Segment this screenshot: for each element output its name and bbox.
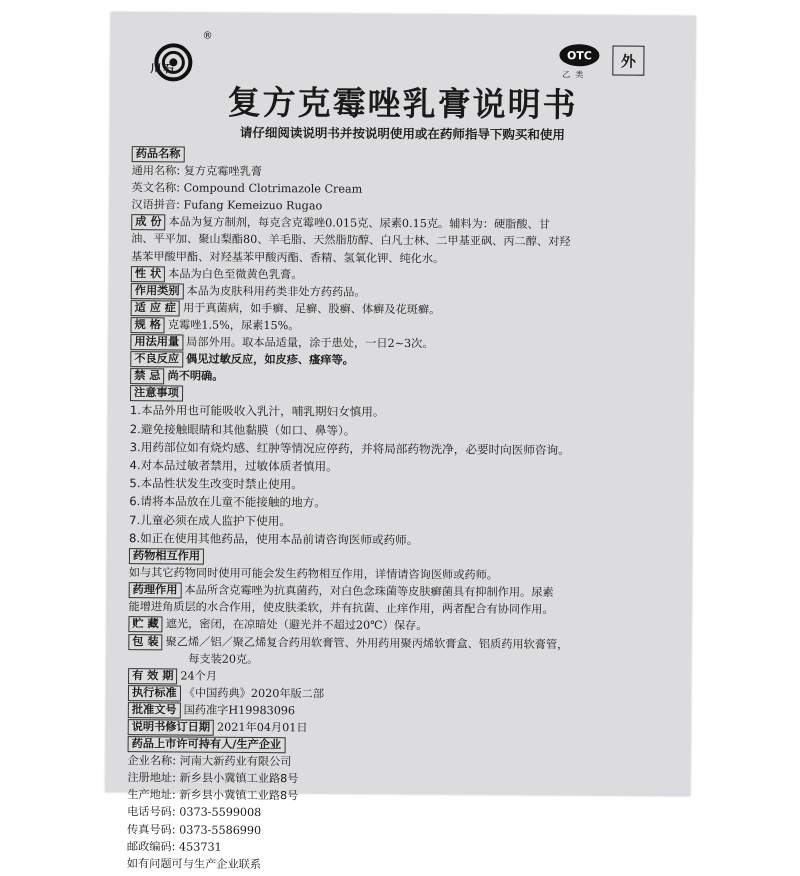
indications-text: 用于真菌病，如手癣、足癣、股癣、体癣及花斑癣。 bbox=[182, 301, 441, 317]
usage-text: 局部外用。取本品适量，涂于患处，一日2~3次。 bbox=[186, 335, 434, 351]
spec-text: 克霉唑1.5%，尿素15%。 bbox=[167, 318, 300, 333]
section-label: 药物相互作用 bbox=[129, 548, 204, 565]
section-label: 成 份 bbox=[131, 214, 165, 230]
fax-number: 0373-5586990 bbox=[179, 822, 262, 837]
approval-text: 国药准字H19983096 bbox=[183, 703, 296, 718]
external-use-mark: 外 bbox=[612, 45, 644, 75]
leaflet-body bbox=[127, 140, 680, 876]
section-label: 适 应 症 bbox=[131, 300, 180, 316]
section-label: 说明书修订日期 bbox=[128, 719, 214, 736]
section-label: 有 效 期 bbox=[128, 668, 177, 684]
field-label: 通用名称: bbox=[131, 164, 181, 178]
field-label: 传真号码: bbox=[126, 822, 176, 836]
section-label: 禁 忌 bbox=[130, 368, 164, 384]
page-subtitle: 请仔细阅读说明书并按说明使用或在药师指导下购买和使用 bbox=[239, 124, 565, 143]
english-name: Compound Clotrimazole Cream bbox=[183, 181, 363, 196]
generic-name: 复方克霉唑乳膏 bbox=[183, 164, 263, 179]
section-label: 药品名称 bbox=[132, 146, 185, 162]
section-label: 用法用量 bbox=[130, 334, 183, 350]
section-label: 药理作用 bbox=[129, 582, 182, 598]
company-name: 河南大新药业有限公司 bbox=[179, 754, 292, 769]
precautions-list bbox=[129, 402, 678, 551]
section-label: 药品上市许可持有人/生产企业 bbox=[128, 736, 286, 753]
precaution-item: 1.本品外用也可能吸收入乳汁，哺乳期妇女慎用。 bbox=[129, 403, 385, 420]
brand-name: 川石 bbox=[150, 62, 177, 76]
otc-category: 乙类 bbox=[562, 70, 589, 80]
footer-note: 如有问题可与生产企业联系 bbox=[126, 856, 262, 871]
section-label: 注意事项 bbox=[130, 385, 183, 401]
field-label: 汉语拼音: bbox=[131, 198, 180, 212]
field-label: 注册地址: bbox=[127, 771, 176, 785]
section-label: 性 状 bbox=[131, 266, 165, 282]
validity-text: 24个月 bbox=[180, 669, 218, 683]
field-label: 生产地址: bbox=[127, 788, 176, 802]
interactions-text: 如与其它药物同时使用可能会发生药物相互作用，详情请咨询医师或药师。 bbox=[128, 566, 499, 582]
prod-address: 新乡县小冀镇工业路8号 bbox=[179, 788, 299, 803]
precaution-item: 4.对本品过敏者禁用，过敏体质者慎用。 bbox=[129, 458, 338, 474]
field-label: 企业名称: bbox=[127, 754, 177, 768]
zip-code: 453731 bbox=[178, 840, 222, 854]
registered-mark: ® bbox=[202, 30, 213, 42]
field-label: 英文名称: bbox=[131, 181, 181, 195]
section-label: 作用类别 bbox=[131, 283, 184, 299]
precaution-item: 7.儿童必须在成人监护下使用。 bbox=[129, 512, 292, 528]
composition-line: 本品为复方制剂，每克含克霉唑0.015克、尿素0.15克。辅料为：硬脂酸、甘 bbox=[168, 215, 550, 232]
section-label: 批准文号 bbox=[128, 702, 181, 718]
precaution-item: 2.避免接触眼睛和其他黏膜（如口、鼻等）。 bbox=[129, 421, 356, 438]
section-label: 包 装 bbox=[128, 634, 162, 650]
category-text: 本品为皮肤科用药类非处方药药品。 bbox=[186, 284, 366, 299]
section-label: 不良反应 bbox=[130, 351, 183, 367]
properties-text: 本品为白色至微黄色乳膏。 bbox=[168, 267, 303, 281]
standard-text: 《中国药典》2020年版二部 bbox=[183, 686, 325, 701]
precaution-item: 6.请将本品放在儿童不能接触的地方。 bbox=[129, 494, 326, 510]
pharmacology-line: 能增进角质层的水合作用，使皮肤柔软，并有抗菌、止痒作用，两者配合有协同作用。 bbox=[128, 600, 554, 617]
precaution-item: 5.本品性状发生改变时禁止使用。 bbox=[129, 476, 303, 492]
composition-line: 基苯甲酸甲酯、对羟基苯甲酸丙酯、香精、氢氧化钾、纯化水。 bbox=[130, 249, 445, 265]
leaflet-sheet bbox=[105, 12, 695, 871]
adverse-text: 偶见过敏反应，如皮疹、瘙痒等。 bbox=[186, 352, 354, 367]
package-line: 每支装20克。 bbox=[188, 652, 259, 666]
section-label: 执行标准 bbox=[128, 685, 181, 701]
otc-badge-text: OTC bbox=[566, 49, 592, 63]
precaution-item: 3.用药部位如有烧灼感、红肿等情况应停药，并将局部药物洗净，必要时向医师咨询。 bbox=[129, 439, 570, 457]
contra-text: 尚不明确。 bbox=[167, 369, 224, 383]
field-label: 电话号码: bbox=[127, 805, 176, 819]
storage-text: 遮光，密闭，在凉暗处（避光并不超过20℃）保存。 bbox=[165, 617, 428, 633]
reg-address: 新乡县小冀镇工业路8号 bbox=[179, 771, 299, 786]
field-label: 邮政编码: bbox=[126, 839, 176, 854]
pharmacology-line: 本品所含克霉唑为抗真菌药，对白色念珠菌等皮肤癣菌具有抑制作用。尿素 bbox=[184, 583, 554, 600]
phone-number: 0373-5599008 bbox=[179, 805, 262, 820]
package-line: 聚乙烯／铝／聚乙烯复合药用软膏管、外用药用聚丙烯软膏盒、铝质药用软膏管， bbox=[165, 634, 569, 651]
precaution-item: 8.如正在使用其他药品，使用本品前请咨询医师或药师。 bbox=[129, 530, 419, 547]
section-label: 贮 藏 bbox=[128, 617, 162, 633]
composition-line: 油、平平加、聚山梨酯80、羊毛脂、天然脂肪醇、白凡士林、二甲基亚砜、丙二醇、对羟 bbox=[131, 232, 571, 249]
pinyin-name: Fufang Kemeizuo Rugao bbox=[183, 198, 323, 213]
otc-badge-icon bbox=[558, 43, 600, 67]
revision-text: 2021年04月01日 bbox=[217, 720, 308, 735]
page-title: 复方克霉唑乳膏说明书 bbox=[227, 82, 578, 125]
section-label: 规 格 bbox=[130, 317, 164, 333]
